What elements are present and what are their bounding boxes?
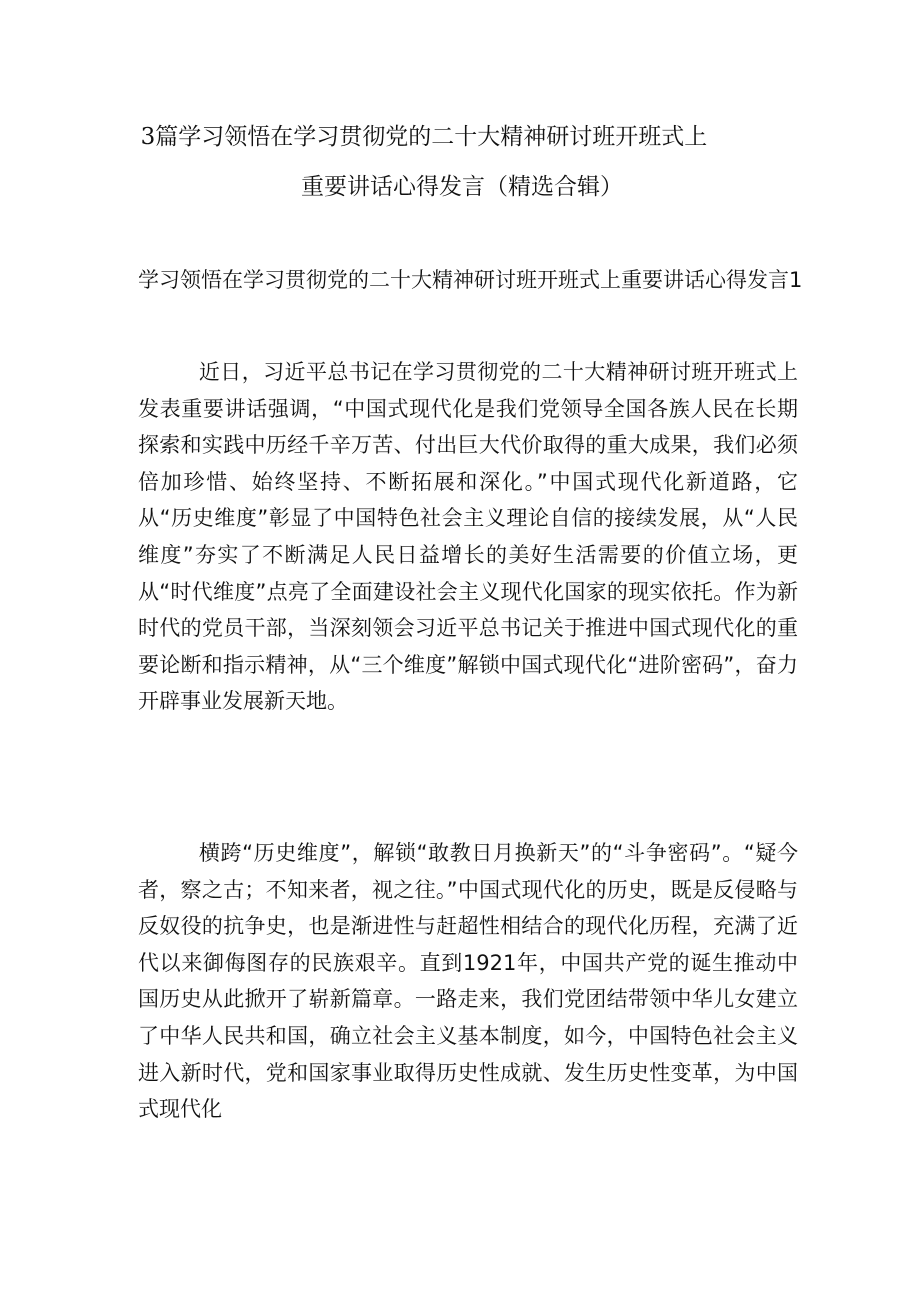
body-paragraph: 横跨“历史维度”，解锁“敢教日月换新天”的“斗争密码”。“疑今者，察之古；不知来者，视之往。”中国式现代化的历史，既是反侵略与反奴役的抗争史，也是渐进性与赶超性相结合的现代化历程，充满了近代以来御侮图存的民族艰辛。直到1921年，中国共产党的诞生推动中国历史从此掀开了崭新篇章。一路走来，我们党团结带领中华儿女建立了中华人民共和国，确立社会主义基本制度，如今，中国特色社会主义进入新时代，党和国家事业取得历史性成就、发生历史性变革，为中国式现代化 [138, 841, 798, 1122]
body-paragraph: 近日，习近平总书记在学习贯彻党的二十大精神研讨班开班式上发表重要讲话强调，“中国式现代化是我们党领导全国各族人民在长期探索和实践中历经千辛万苦、付出巨大代价取得的重大成果，我们必须倍加珍惜、始终坚持、不断拓展和深化。”中国式现代化新道路，它从“历史维度”彰显了中国特色社会主义理论自信的接续发展，从“人民维度”夯实了不断满足人民日益增长的美好生活需要的价值立场，更从“时代维度”点亮了全面建设社会主义现代化国家的现实依托。作为新时代的党员干部，当深刻领会习近平总书记关于推进中国式现代化的重要论断和指示精神，从“三个维度”解锁中国式现代化“进阶密码”，奋力开辟事业发展新天地。 [138, 360, 798, 714]
section-heading: 学习领悟在学习贯彻党的二十大精神研讨班开班式上重要讲话心得发言1 [138, 268, 803, 292]
document-title-line-1: 3篇学习领悟在学习贯彻党的二十大精神研讨班开班式上 [140, 124, 708, 150]
document-title-line-2: 重要讲话心得发言（精选合辑） [301, 174, 623, 200]
